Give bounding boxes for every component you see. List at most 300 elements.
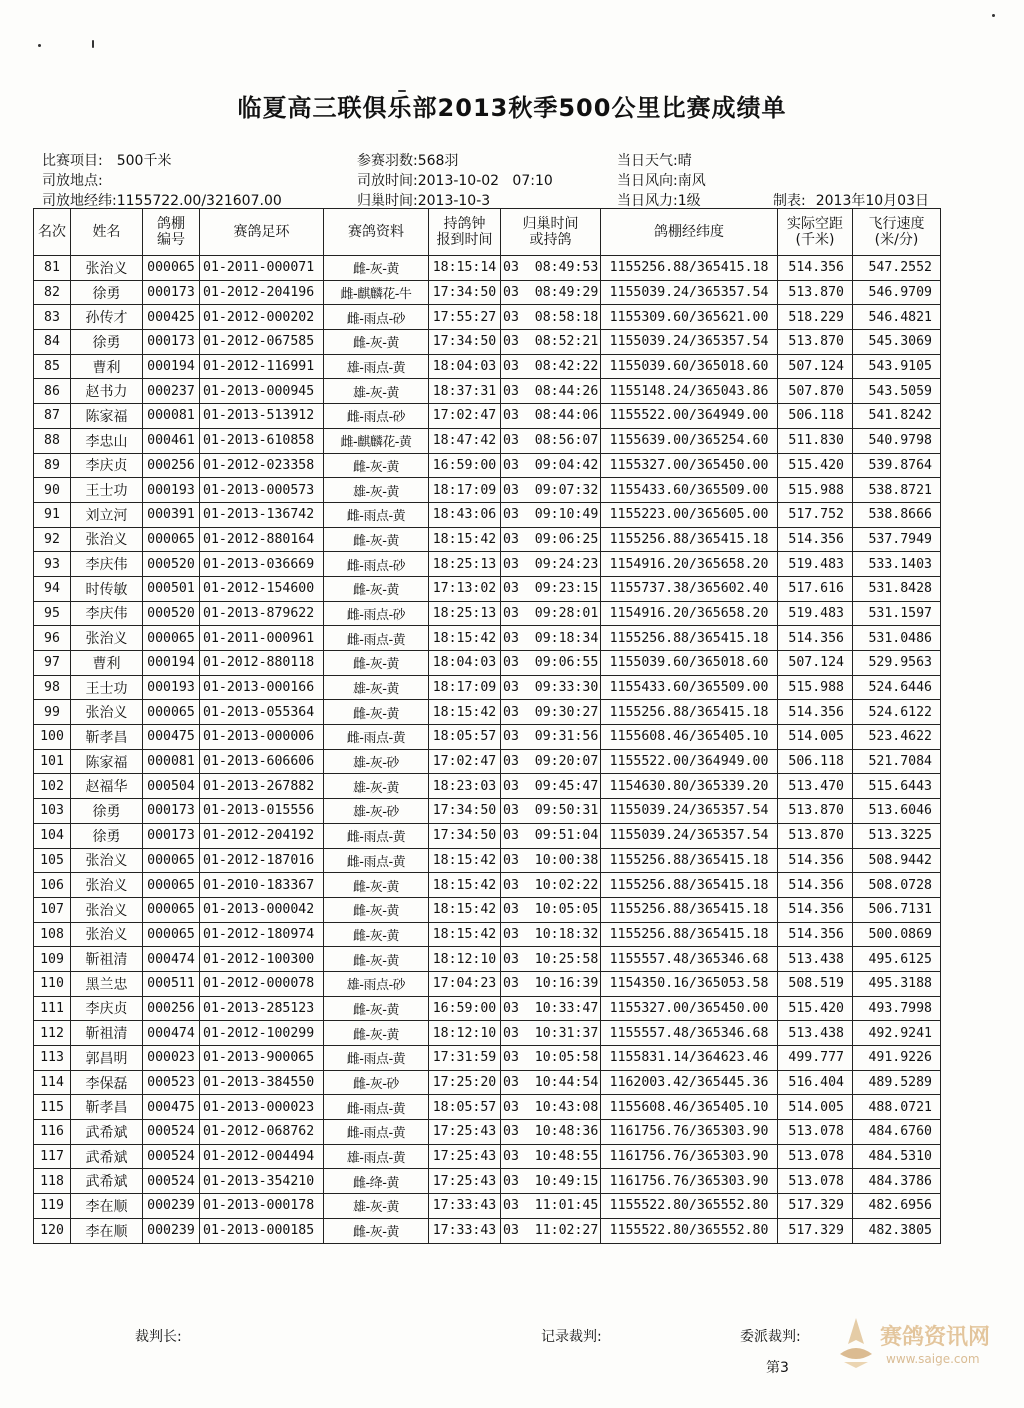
table-row: [34, 725, 941, 750]
cell-distance: 514.356: [778, 700, 853, 725]
cell-loft-no: 000193: [143, 675, 200, 700]
cell-name: 徐勇: [71, 799, 143, 824]
cell-ring: 01-2012-187016: [200, 848, 324, 873]
table-row: [34, 897, 941, 922]
cell-distance: 517.329: [778, 1194, 853, 1219]
cell-loft-coord: 1155256.88/365415.18: [601, 848, 778, 873]
cell-speed: 489.5289: [853, 1070, 941, 1095]
cell-ring: 01-2013-513912: [200, 404, 324, 429]
cell-loft-coord: 1161756.76/365303.90: [601, 1144, 778, 1169]
cell-rank: 88: [34, 428, 71, 453]
cell-pigeon-info: 雌-麒麟花-牛: [324, 280, 429, 305]
cell-loft-no: 000524: [143, 1169, 200, 1194]
release-time-value: 2013-10-02 07:10: [417, 173, 553, 189]
cell-loft-coord: 1155039.60/365018.60: [601, 354, 778, 379]
cell-distance: 508.519: [778, 971, 853, 996]
cell-return-time: 03 09:28:01: [501, 601, 601, 626]
cell-return-time: 03 09:07:32: [501, 478, 601, 503]
cell-loft-coord: 1155039.60/365018.60: [601, 651, 778, 676]
cell-distance: 514.356: [778, 256, 853, 281]
cell-clock-time: 18:43:06: [429, 502, 501, 527]
cell-return-time: 03 08:42:22: [501, 354, 601, 379]
cell-loft-no: 000065: [143, 873, 200, 898]
wind-force-label: 当日风力:: [617, 193, 678, 209]
cell-return-time: 03 11:01:45: [501, 1194, 601, 1219]
cell-clock-time: 17:33:43: [429, 1194, 501, 1219]
cell-return-time: 03 09:31:56: [501, 725, 601, 750]
cell-distance: 513.078: [778, 1120, 853, 1145]
cell-name: 张治义: [71, 897, 143, 922]
cell-ring: 01-2013-000573: [200, 478, 324, 503]
cell-loft-coord: 1154630.80/365339.20: [601, 774, 778, 799]
cell-loft-no: 000523: [143, 1070, 200, 1095]
cell-clock-time: 18:12:10: [429, 947, 501, 972]
release-time-info: [357, 170, 553, 190]
cell-ring: 01-2013-055364: [200, 700, 324, 725]
cell-clock-time: 18:37:31: [429, 379, 501, 404]
header-name: 姓名: [71, 209, 143, 256]
release-time-label: 司放时间:: [357, 173, 418, 189]
cell-ring: 01-2012-000078: [200, 971, 324, 996]
cell-loft-coord: 1155148.24/365043.86: [601, 379, 778, 404]
cell-pigeon-info: 雌-雨点-黄: [324, 725, 429, 750]
cell-ring: 01-2010-183367: [200, 873, 324, 898]
cell-speed: 531.0486: [853, 626, 941, 651]
table-row: [34, 1120, 941, 1145]
cell-pigeon-info: 雄-灰-黄: [324, 379, 429, 404]
cell-return-time: 03 10:16:39: [501, 971, 601, 996]
scan-speck: [992, 14, 995, 17]
cell-speed: 524.6446: [853, 675, 941, 700]
cell-distance: 513.470: [778, 774, 853, 799]
cell-return-time: 03 10:02:22: [501, 873, 601, 898]
cell-ring: 01-2012-023358: [200, 453, 324, 478]
cell-ring: 01-2012-880118: [200, 651, 324, 676]
cell-speed: 482.3805: [853, 1218, 941, 1243]
cell-distance: 518.229: [778, 305, 853, 330]
cell-ring: 01-2013-384550: [200, 1070, 324, 1095]
table-row: [34, 428, 941, 453]
cell-loft-coord: 1155256.88/365415.18: [601, 897, 778, 922]
cell-return-time: 03 10:05:58: [501, 1046, 601, 1071]
cell-return-time: 03 08:49:29: [501, 280, 601, 305]
cell-distance: 515.420: [778, 996, 853, 1021]
cell-pigeon-info: 雄-雨点-砂: [324, 971, 429, 996]
cell-clock-time: 17:25:43: [429, 1144, 501, 1169]
cell-rank: 120: [34, 1218, 71, 1243]
cell-distance: 511.830: [778, 428, 853, 453]
cell-return-time: 03 10:33:47: [501, 996, 601, 1021]
cell-loft-no: 000193: [143, 478, 200, 503]
page-title: 临夏高三联俱乐部2013秋季500公里比赛成绩单: [237, 94, 787, 122]
cell-rank: 85: [34, 354, 71, 379]
cell-name: 徐勇: [71, 330, 143, 355]
table-row: [34, 774, 941, 799]
table-row: [34, 478, 941, 503]
release-coord-info: [42, 190, 282, 210]
cell-pigeon-info: 雌-灰-黄: [324, 1218, 429, 1243]
cell-speed: 495.6125: [853, 947, 941, 972]
cell-name: 时传敏: [71, 576, 143, 601]
cell-rank: 89: [34, 453, 71, 478]
table-row: [34, 1046, 941, 1071]
cell-distance: 513.078: [778, 1144, 853, 1169]
cell-loft-no: 000520: [143, 601, 200, 626]
cell-distance: 506.118: [778, 749, 853, 774]
cell-pigeon-info: 雌-雨点-砂: [324, 601, 429, 626]
cell-speed: 546.9709: [853, 280, 941, 305]
cell-pigeon-info: 雌-灰-黄: [324, 651, 429, 676]
cell-distance: 514.005: [778, 725, 853, 750]
cell-name: 靳孝昌: [71, 725, 143, 750]
cell-loft-no: 000524: [143, 1120, 200, 1145]
cell-ring: 01-2012-068762: [200, 1120, 324, 1145]
release-place-label: 司放地点:: [42, 173, 103, 189]
cell-name: 李保磊: [71, 1070, 143, 1095]
cell-distance: 519.483: [778, 552, 853, 577]
results-table: [33, 208, 941, 1244]
cell-ring: 01-2013-136742: [200, 502, 324, 527]
cell-distance: 507.124: [778, 354, 853, 379]
release-coord-label: 司放地经纬:: [42, 193, 117, 209]
table-row: [34, 1021, 941, 1046]
cell-pigeon-info: 雌-雨点-黄: [324, 626, 429, 651]
table-row: [34, 576, 941, 601]
cell-rank: 99: [34, 700, 71, 725]
cell-return-time: 03 09:18:34: [501, 626, 601, 651]
cell-clock-time: 17:13:02: [429, 576, 501, 601]
cell-ring: 01-2012-880164: [200, 527, 324, 552]
cell-clock-time: 18:05:57: [429, 1095, 501, 1120]
table-row: [34, 675, 941, 700]
cell-distance: 514.005: [778, 1095, 853, 1120]
header-return-line2: 或持鸽: [529, 232, 572, 248]
cell-loft-no: 000065: [143, 848, 200, 873]
cell-speed: 491.9226: [853, 1046, 941, 1071]
cell-rank: 86: [34, 379, 71, 404]
table-row: [34, 848, 941, 873]
table-row: [34, 379, 941, 404]
cell-speed: 546.4821: [853, 305, 941, 330]
cell-rank: 118: [34, 1169, 71, 1194]
cell-pigeon-info: 雄-灰-砂: [324, 799, 429, 824]
cell-loft-no: 000173: [143, 280, 200, 305]
cell-name: 徐勇: [71, 823, 143, 848]
cell-loft-no: 000425: [143, 305, 200, 330]
cell-clock-time: 17:55:27: [429, 305, 501, 330]
cell-ring: 01-2012-154600: [200, 576, 324, 601]
cell-rank: 101: [34, 749, 71, 774]
cell-ring: 01-2011-000071: [200, 256, 324, 281]
cell-distance: 514.356: [778, 873, 853, 898]
cell-rank: 81: [34, 256, 71, 281]
cell-loft-coord: 1155522.80/365552.80: [601, 1194, 778, 1219]
cell-name: 李庆伟: [71, 601, 143, 626]
scan-speck: [38, 44, 41, 47]
made-label: 制表:: [773, 193, 806, 209]
table-row: [34, 700, 941, 725]
cell-name: 徐勇: [71, 280, 143, 305]
cell-speed: 513.3225: [853, 823, 941, 848]
event-value: 500千米: [116, 153, 172, 169]
table-row: [34, 552, 941, 577]
cell-distance: 519.483: [778, 601, 853, 626]
cell-rank: 107: [34, 897, 71, 922]
table-row: [34, 749, 941, 774]
cell-return-time: 03 09:24:23: [501, 552, 601, 577]
cell-loft-coord: 1154916.20/365658.20: [601, 552, 778, 577]
cell-speed: 539.8764: [853, 453, 941, 478]
cell-name: 张治义: [71, 700, 143, 725]
cell-speed: 521.7084: [853, 749, 941, 774]
cell-distance: 516.404: [778, 1070, 853, 1095]
entries-label: 参赛羽数:: [357, 153, 418, 169]
cell-rank: 115: [34, 1095, 71, 1120]
cell-clock-time: 18:17:09: [429, 675, 501, 700]
cell-loft-no: 000504: [143, 774, 200, 799]
cell-clock-time: 17:34:50: [429, 280, 501, 305]
cell-pigeon-info: 雌-雨点-砂: [324, 404, 429, 429]
cell-loft-no: 000081: [143, 404, 200, 429]
cell-name: 陈家福: [71, 404, 143, 429]
cell-loft-coord: 1155327.00/365450.00: [601, 453, 778, 478]
cell-clock-time: 18:15:14: [429, 256, 501, 281]
cell-distance: 513.438: [778, 947, 853, 972]
table-row: [34, 256, 941, 281]
table-row: [34, 823, 941, 848]
wind-direction-value: 南风: [677, 173, 706, 189]
weather-info: [617, 150, 692, 170]
table-row: [34, 626, 941, 651]
table-row: [34, 280, 941, 305]
cell-name: 曹利: [71, 354, 143, 379]
table-row: [34, 799, 941, 824]
cell-name: 武希斌: [71, 1144, 143, 1169]
table-row: [34, 922, 941, 947]
cell-clock-time: 17:25:43: [429, 1120, 501, 1145]
cell-pigeon-info: 雌-灰-黄: [324, 453, 429, 478]
cell-pigeon-info: 雌-雨点-黄: [324, 502, 429, 527]
cell-name: 张治义: [71, 848, 143, 873]
cell-ring: 01-2013-000185: [200, 1218, 324, 1243]
cell-loft-coord: 1155256.88/365415.18: [601, 922, 778, 947]
table-row: [34, 305, 941, 330]
cell-loft-coord: 1155608.46/365405.10: [601, 725, 778, 750]
cell-distance: 513.438: [778, 1021, 853, 1046]
cell-rank: 111: [34, 996, 71, 1021]
cell-ring: 01-2012-067585: [200, 330, 324, 355]
cell-rank: 90: [34, 478, 71, 503]
return-time-label: 归巢时间:: [357, 193, 418, 209]
cell-name: 张治义: [71, 922, 143, 947]
entries-info: [357, 150, 458, 170]
cell-pigeon-info: 雌-灰-黄: [324, 700, 429, 725]
cell-speed: 495.3188: [853, 971, 941, 996]
cell-ring: 01-2012-116991: [200, 354, 324, 379]
cell-ring: 01-2012-180974: [200, 922, 324, 947]
cell-rank: 106: [34, 873, 71, 898]
cell-rank: 93: [34, 552, 71, 577]
cell-name: 黑兰忠: [71, 971, 143, 996]
cell-ring: 01-2012-204196: [200, 280, 324, 305]
cell-loft-no: 000474: [143, 1021, 200, 1046]
cell-distance: 507.124: [778, 651, 853, 676]
cell-pigeon-info: 雌-绛-黄: [324, 1169, 429, 1194]
cell-speed: 543.5059: [853, 379, 941, 404]
cell-loft-no: 000173: [143, 799, 200, 824]
table-row: [34, 453, 941, 478]
cell-name: 武希斌: [71, 1169, 143, 1194]
cell-clock-time: 18:25:13: [429, 552, 501, 577]
cell-speed: 533.1403: [853, 552, 941, 577]
cell-speed: 523.4622: [853, 725, 941, 750]
header-loft-coord: 鸽棚经纬度: [601, 209, 778, 256]
cell-speed: 537.7949: [853, 527, 941, 552]
cell-clock-time: 17:25:20: [429, 1070, 501, 1095]
cell-distance: 514.356: [778, 922, 853, 947]
table-row: [34, 996, 941, 1021]
cell-return-time: 03 08:44:06: [501, 404, 601, 429]
cell-speed: 524.6122: [853, 700, 941, 725]
cell-loft-no: 000065: [143, 527, 200, 552]
watermark: [830, 1310, 1020, 1390]
cell-return-time: 03 08:52:21: [501, 330, 601, 355]
cell-distance: 513.870: [778, 799, 853, 824]
cell-return-time: 03 10:31:37: [501, 1021, 601, 1046]
cell-distance: 517.752: [778, 502, 853, 527]
cell-name: 武希斌: [71, 1120, 143, 1145]
cell-ring: 01-2012-004494: [200, 1144, 324, 1169]
cell-pigeon-info: 雄-灰-砂: [324, 749, 429, 774]
cell-rank: 92: [34, 527, 71, 552]
cell-loft-no: 000239: [143, 1218, 200, 1243]
cell-rank: 109: [34, 947, 71, 972]
cell-speed: 538.8721: [853, 478, 941, 503]
entries-value: 568羽: [417, 153, 459, 169]
cell-speed: 543.9105: [853, 354, 941, 379]
cell-name: 赵书力: [71, 379, 143, 404]
cell-speed: 493.7998: [853, 996, 941, 1021]
cell-loft-coord: 1155223.00/365605.00: [601, 502, 778, 527]
cell-rank: 100: [34, 725, 71, 750]
cell-pigeon-info: 雌-雨点-黄: [324, 1095, 429, 1120]
cell-speed: 531.1597: [853, 601, 941, 626]
cell-speed: 513.6046: [853, 799, 941, 824]
cell-return-time: 03 10:25:58: [501, 947, 601, 972]
cell-pigeon-info: 雌-雨点-砂: [324, 552, 429, 577]
cell-ring: 01-2013-000166: [200, 675, 324, 700]
cell-speed: 538.8666: [853, 502, 941, 527]
cell-loft-no: 000065: [143, 626, 200, 651]
cell-name: 靳祖清: [71, 947, 143, 972]
cell-loft-coord: 1155039.24/365357.54: [601, 280, 778, 305]
cell-ring: 01-2013-000945: [200, 379, 324, 404]
header-clock-line1: 持鸽钟: [443, 216, 486, 232]
return-time-info: [357, 190, 490, 210]
cell-rank: 97: [34, 651, 71, 676]
saige-logo-icon: [834, 1314, 878, 1370]
cell-pigeon-info: 雌-灰-黄: [324, 922, 429, 947]
cell-return-time: 03 08:58:18: [501, 305, 601, 330]
cell-pigeon-info: 雌-麒麟花-黄: [324, 428, 429, 453]
cell-loft-no: 000065: [143, 922, 200, 947]
cell-return-time: 03 10:05:05: [501, 897, 601, 922]
table-row: [34, 330, 941, 355]
cell-pigeon-info: 雌-雨点-砂: [324, 305, 429, 330]
cell-rank: 102: [34, 774, 71, 799]
cell-name: 曹利: [71, 651, 143, 676]
cell-rank: 112: [34, 1021, 71, 1046]
cell-pigeon-info: 雌-灰-黄: [324, 873, 429, 898]
cell-name: 孙传才: [71, 305, 143, 330]
cell-speed: 508.9442: [853, 848, 941, 873]
cell-name: 李庆贞: [71, 453, 143, 478]
cell-pigeon-info: 雌-灰-黄: [324, 947, 429, 972]
cell-loft-no: 000524: [143, 1144, 200, 1169]
cell-speed: 506.7131: [853, 897, 941, 922]
cell-distance: 517.329: [778, 1218, 853, 1243]
cell-return-time: 03 09:23:15: [501, 576, 601, 601]
cell-loft-no: 000256: [143, 996, 200, 1021]
cell-pigeon-info: 雄-雨点-黄: [324, 354, 429, 379]
cell-loft-coord: 1161756.76/365303.90: [601, 1120, 778, 1145]
header-distance-line2: (千米): [795, 232, 835, 248]
cell-speed: 492.9241: [853, 1021, 941, 1046]
table-row: [34, 1218, 941, 1243]
release-coord-value: 1155722.00/321607.00: [116, 193, 282, 209]
cell-return-time: 03 09:06:25: [501, 527, 601, 552]
cell-loft-no: 000475: [143, 725, 200, 750]
cell-pigeon-info: 雄-雨点-黄: [324, 1144, 429, 1169]
cell-loft-no: 000173: [143, 330, 200, 355]
cell-rank: 104: [34, 823, 71, 848]
cell-ring: 01-2013-606606: [200, 749, 324, 774]
cell-name: 李忠山: [71, 428, 143, 453]
cell-ring: 01-2013-900065: [200, 1046, 324, 1071]
cell-speed: 529.9563: [853, 651, 941, 676]
cell-speed: 482.6956: [853, 1194, 941, 1219]
cell-rank: 98: [34, 675, 71, 700]
cell-loft-no: 000474: [143, 947, 200, 972]
cell-ring: 01-2013-354210: [200, 1169, 324, 1194]
cell-loft-coord: 1155256.88/365415.18: [601, 527, 778, 552]
cell-loft-no: 000081: [143, 749, 200, 774]
cell-speed: 541.8242: [853, 404, 941, 429]
header-clock-line2: 报到时间: [436, 232, 493, 248]
cell-return-time: 03 10:49:15: [501, 1169, 601, 1194]
cell-pigeon-info: 雄-灰-黄: [324, 1194, 429, 1219]
cell-speed: 515.6443: [853, 774, 941, 799]
cell-rank: 113: [34, 1046, 71, 1071]
cell-return-time: 03 08:49:53: [501, 256, 601, 281]
cell-pigeon-info: 雌-雨点-黄: [324, 848, 429, 873]
cell-clock-time: 17:25:43: [429, 1169, 501, 1194]
cell-loft-coord: 1155522.00/364949.00: [601, 749, 778, 774]
cell-return-time: 03 08:56:07: [501, 428, 601, 453]
cell-speed: 545.3069: [853, 330, 941, 355]
page-number: 第3: [766, 1360, 789, 1376]
cell-loft-coord: 1155557.48/365346.68: [601, 947, 778, 972]
cell-clock-time: 18:15:42: [429, 527, 501, 552]
cell-loft-coord: 1155608.46/365405.10: [601, 1095, 778, 1120]
header-return-time: [501, 209, 601, 256]
cell-clock-time: 17:34:50: [429, 330, 501, 355]
cell-rank: 96: [34, 626, 71, 651]
cell-clock-time: 17:33:43: [429, 1218, 501, 1243]
header-rank: 名次: [34, 209, 71, 256]
cell-rank: 103: [34, 799, 71, 824]
cell-clock-time: 17:31:59: [429, 1046, 501, 1071]
